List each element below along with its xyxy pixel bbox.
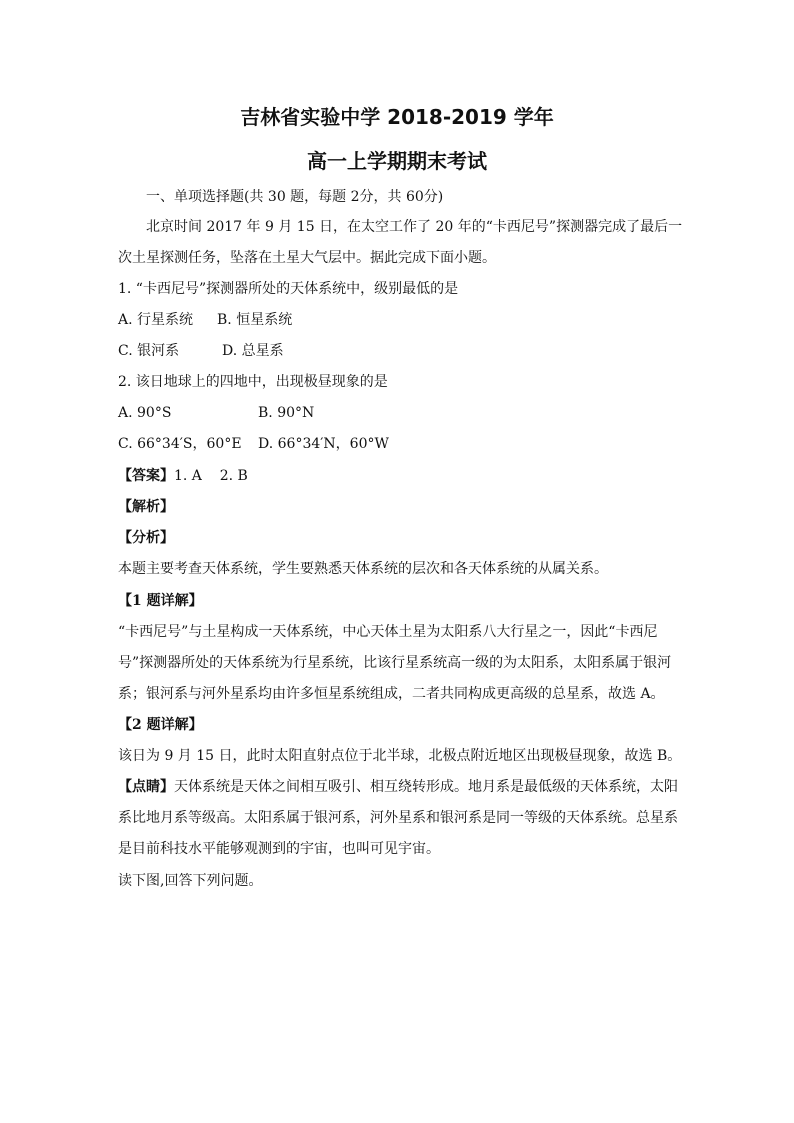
dianjing-line: 是目前科技水平能够观测到的宇宙，也叫可见宇宙。 — [118, 841, 440, 857]
option-c: C. 66°34′S，60°E — [118, 436, 242, 452]
option-d: D. 总星系 — [222, 343, 284, 359]
question-2-options-row — [118, 434, 389, 454]
passage-line: 次土星探测任务，坠落在土星大气层中。据此完成下面小题。 — [118, 250, 496, 266]
dianjing-row — [118, 777, 678, 797]
fenxi-label: 【分析】 — [118, 530, 174, 546]
question-2-stem: 2. 该日地球上的四地中，出现极昼现象的是 — [118, 374, 388, 390]
q1-detail-label: 【1 题详解】 — [118, 593, 203, 609]
question-2-options-row — [118, 403, 314, 423]
dianjing-text: 天体系统是天体之间相互吸引、相互绕转形成。地月系是最低级的天体系统，太阳 — [174, 779, 678, 795]
option-b: B. 恒星系统 — [217, 312, 293, 328]
q1-detail-line: 系；银河系与河外星系均由许多恒星系统组成，二者共同构成更高级的总星系，故选 A。 — [118, 686, 665, 702]
option-c: C. 银河系 — [118, 343, 180, 359]
jiexi-label: 【解析】 — [118, 499, 174, 515]
answer-text: 1. A 2. B — [174, 468, 248, 484]
page-subtitle: 高一上学期期末考试 — [307, 149, 487, 173]
section-heading: 一、单项选择题(共 30 题，每题 2分，共 60分) — [146, 189, 444, 205]
answer-row — [118, 466, 248, 486]
dianjing-label: 【点睛】 — [118, 779, 174, 795]
q1-detail-line: “卡西尼号”与土星构成一天体系统，中心天体土星为太阳系八大行星之一，因此“卡西尼 — [118, 624, 658, 640]
dianjing-line: 系比地月系等级高。太阳系属于银河系，河外星系和银河系是同一等级的天体系统。总星系 — [118, 810, 678, 826]
option-a: A. 行星系统 — [118, 312, 194, 328]
q2-detail-label: 【2 题详解】 — [118, 717, 203, 733]
option-d: D. 66°34′N，60°W — [258, 436, 389, 452]
q1-detail-line: 号”探测器所处的天体系统为行星系统，比该行星系统高一级的为太阳系，太阳系属于银河 — [118, 655, 672, 671]
option-b: B. 90°N — [258, 405, 315, 421]
option-a: A. 90°S — [118, 405, 172, 421]
next-question-prompt: 读下图,回答下列问题。 — [118, 873, 263, 889]
question-1-options-row — [118, 341, 284, 361]
page-title: 吉林省实验中学 2018-2019 学年 — [240, 105, 554, 129]
q2-detail-line: 该日为 9 月 15 日，此时太阳直射点位于北半球，北极点附近地区出现极昼现象，故选 B。 — [118, 748, 682, 764]
question-1-options-row — [118, 310, 292, 330]
question-1-stem: 1. “卡西尼号”探测器所处的天体系统中，级别最低的是 — [118, 281, 459, 297]
fenxi-text: 本题主要考查天体系统，学生要熟悉天体系统的层次和各天体系统的从属关系。 — [118, 561, 608, 577]
passage-line: 北京时间 2017 年 9 月 15 日，在太空工作了 20 年的“卡西尼号”探测器完成了最后一 — [146, 219, 683, 235]
answer-label: 【答案】 — [118, 468, 174, 484]
